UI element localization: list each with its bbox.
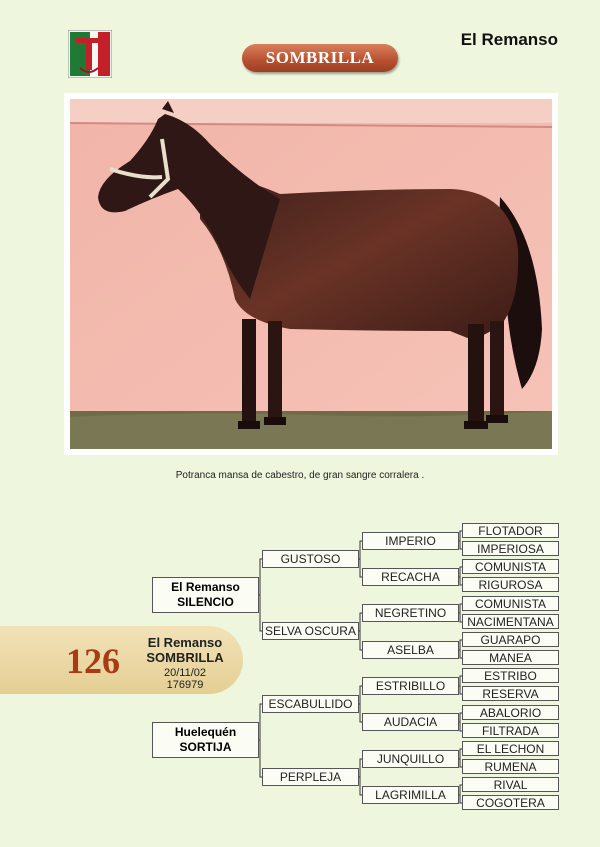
great-grandparent-box: NEGRETINO: [362, 604, 459, 622]
grandparent-box: PERPLEJA: [262, 768, 359, 786]
birth-date: 20/11/02: [163, 667, 206, 679]
photo-caption: Potranca mansa de cabestro, de gran sangre corralera .: [175, 470, 425, 481]
great-grandparent-box: IMPERIO: [362, 532, 459, 550]
gg-grandparent-box: COMUNISTA: [462, 596, 559, 611]
sire-box: [152, 577, 259, 613]
gg-grandparent-box: RIGUROSA: [462, 577, 559, 592]
horse-name-banner: SOMBRILLA: [242, 44, 398, 72]
sire-prefix: El Remanso: [171, 580, 240, 594]
gg-grandparent-box: EL LECHON: [462, 741, 559, 756]
great-grandparent-box: JUNQUILLO: [362, 750, 459, 768]
grandparent-box: ESCABULLIDO: [262, 695, 359, 713]
lot-number: 126: [66, 641, 120, 681]
gg-grandparent-box: IMPERIOSA: [462, 541, 559, 556]
gg-grandparent-box: COGOTERA: [462, 795, 559, 810]
great-grandparent-box: ESTRIBILLO: [362, 677, 459, 695]
great-grandparent-box: ASELBA: [362, 641, 459, 659]
gg-grandparent-box: ABALORIO: [462, 705, 559, 720]
great-grandparent-box: AUDACIA: [362, 713, 459, 731]
registry-number: 176979: [166, 679, 204, 691]
grandparent-box: SELVA OSCURA: [262, 622, 359, 640]
farm-name: El Remanso: [460, 30, 558, 49]
gg-grandparent-box: RESERVA: [462, 686, 559, 701]
gg-grandparent-box: COMUNISTA: [462, 559, 559, 574]
great-grandparent-box: LAGRIMILLA: [362, 786, 459, 804]
gg-grandparent-box: FLOTADOR: [462, 523, 559, 538]
gg-grandparent-box: RIVAL: [462, 777, 559, 792]
gg-grandparent-box: GUARAPO: [462, 632, 559, 647]
grandparent-box: GUSTOSO: [262, 550, 359, 568]
gg-grandparent-box: RUMENA: [462, 759, 559, 774]
subject-name: [138, 635, 232, 665]
subject-prefix: El Remanso: [147, 635, 223, 650]
sire-name: SILENCIO: [177, 595, 234, 609]
dam-prefix: Huelequén: [174, 725, 237, 739]
gg-grandparent-box: ESTRIBO: [462, 668, 559, 683]
gg-grandparent-box: NACIMENTANA: [462, 614, 559, 629]
dam-box: [152, 722, 259, 758]
subject-horse-name: SOMBRILLA: [146, 650, 224, 665]
gg-grandparent-box: FILTRADA: [462, 723, 559, 738]
gg-grandparent-box: MANEA: [462, 650, 559, 665]
great-grandparent-box: RECACHA: [362, 568, 459, 586]
dam-name: SORTIJA: [179, 740, 232, 754]
subject-info: [138, 667, 232, 691]
